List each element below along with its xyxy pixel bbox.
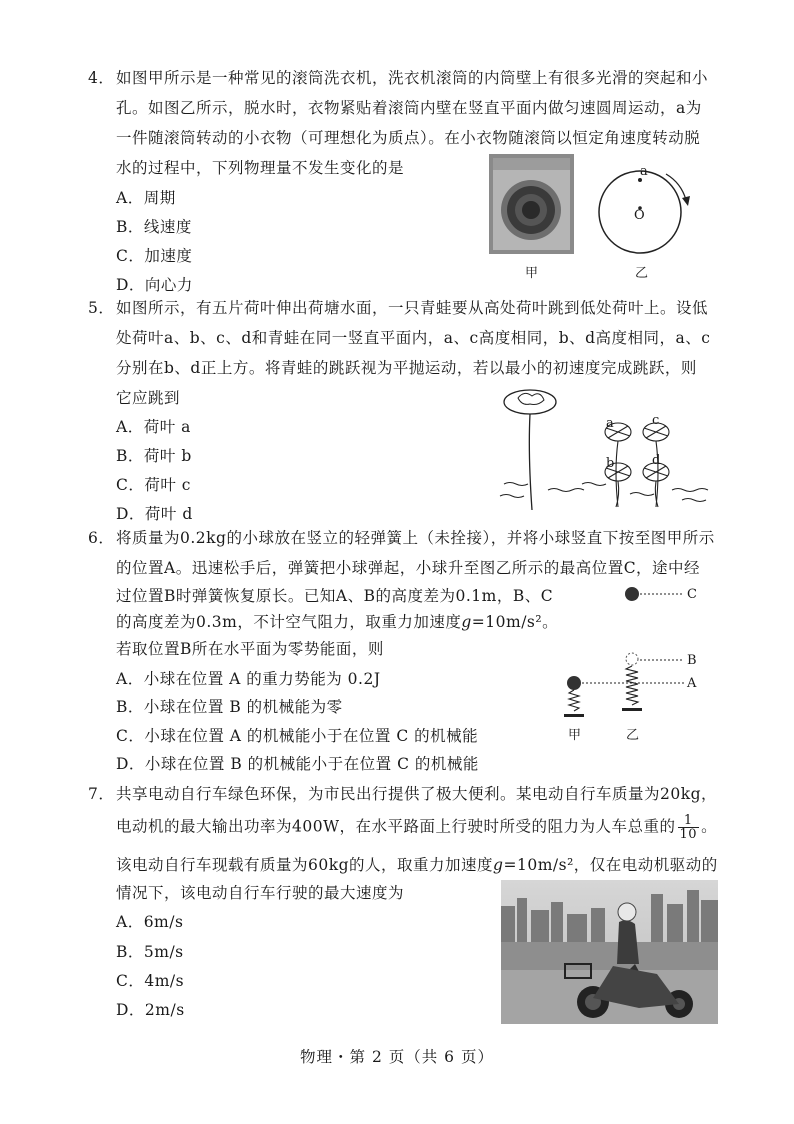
spring-fig-yi-label: 乙 [626, 728, 640, 743]
fraction-one-tenth: $\frac{1}{10}$ [679, 813, 698, 842]
q7-option-a: A．6m/s [116, 913, 184, 931]
q6-option-a: A．小球在位置 A 的重力势能为 0.2J [116, 670, 381, 688]
q6-line5: 若取位置B所在水平面为零势能面，则 [116, 640, 384, 658]
ebike-rider-photo [501, 880, 718, 1024]
spring-fig-jia-label: 甲 [568, 728, 582, 743]
q7-option-b: B．5m/s [116, 943, 184, 961]
q7-option-d: D．2m/s [116, 1001, 185, 1019]
spring-ball-diagram [558, 580, 698, 722]
lotus-leaves-diagram [496, 384, 722, 514]
fig-jia-label: 甲 [525, 266, 539, 281]
washing-machine-photo [489, 154, 574, 254]
q7-line4: 情况下，该电动自行车行驶的最大速度为 [116, 884, 405, 902]
q5-option-b: B．荷叶 b [116, 447, 192, 465]
q4-option-b: B．线速度 [116, 218, 192, 236]
q6-line1: 6． 将质量为0.2kg的小球放在竖立的轻弹簧上（未拴接），并将小球竖直下按至图甲所示 [88, 529, 715, 547]
q7-option-c: C．4m/s [116, 972, 185, 990]
q4-option-d: D．向心力 [116, 276, 193, 294]
leaf-a-label: a [606, 416, 614, 431]
q4-line2: 孔。如图乙所示，脱水时，衣物紧贴着滚筒内壁在竖直平面内做匀速圆周运动，a为 [116, 99, 702, 117]
q5-line1: 5． 如图所示，有五片荷叶伸出荷塘水面，一只青蛙要从高处荷叶跳到低处荷叶上。设低 [88, 299, 709, 317]
fig-yi-label: 乙 [635, 266, 649, 281]
leaf-d-label: d [652, 453, 661, 468]
position-c-label: C [687, 587, 697, 602]
q4-option-a: A．周期 [116, 189, 176, 207]
q7-line1: 7． 共享电动自行车绿色环保，为市民出行提供了极大便利。某电动自行车质量为20kg， [88, 785, 718, 803]
q5-line2: 处荷叶a、b、c、d和青蛙在同一竖直平面内，a、c高度相同，b、d高度相同，a、c [116, 329, 711, 347]
leaf-c-label: c [652, 413, 660, 428]
q6-line3: 过位置B时弹簧恢复原长。已知A、B的高度差为0.1m，B、C [116, 587, 554, 605]
q5-option-a: A．荷叶 a [116, 418, 191, 436]
q5-option-d: D．荷叶 d [116, 505, 193, 523]
leaf-b-label: b [606, 456, 615, 471]
q5-line4: 它应跳到 [116, 389, 181, 407]
q4-line4: 水的过程中，下列物理量不发生变化的是 [116, 159, 405, 177]
q7-line2: 电动机的最大输出功率为400W，在水平路面上行驶时所受的阻力为人车总重的 $\frac{1}{10}$ 。 [116, 813, 718, 842]
q6-line4: 的高度差为0.3m，不计空气阻力，取重力加速度g=10m/s²。 [116, 613, 559, 631]
q6-option-c: C．小球在位置 A 的机械能小于在位置 C 的机械能 [116, 727, 479, 745]
position-b-label: B [687, 653, 697, 668]
q7-line3: 该电动自行车现载有质量为60kg的人，取重力加速度g=10m/s²，仅在电动机驱动的 [116, 856, 718, 874]
page-footer: 物理・第 2 页（共 6 页） [300, 1048, 494, 1066]
q5-option-c: C．荷叶 c [116, 476, 191, 494]
q6-option-d: D．小球在位置 B 的机械能小于在位置 C 的机械能 [116, 755, 479, 773]
q4-line1: 4． 如图甲所示是一种常见的滚筒洗衣机，洗衣机滚筒的内筒壁上有很多光滑的突起和小 [88, 69, 709, 87]
q5-line3: 分别在b、d正上方。将青蛙的跳跃视为平抛运动，若以最小的初速度完成跳跃，则 [116, 359, 697, 377]
q6-line2: 的位置A。迅速松手后，弹簧把小球弹起，小球升至图乙所示的最高位置C，途中经 [116, 559, 701, 577]
position-a-label: A [687, 676, 697, 691]
q4-option-c: C．加速度 [116, 247, 193, 265]
point-o-label: O [634, 208, 645, 223]
point-a-label: a [640, 164, 648, 179]
q4-line3: 一件随滚筒转动的小衣物（可理想化为质点）。在小衣物随滚筒以恒定角速度转动脱 [116, 129, 701, 147]
q6-option-b: B．小球在位置 B 的机械能为零 [116, 698, 343, 716]
